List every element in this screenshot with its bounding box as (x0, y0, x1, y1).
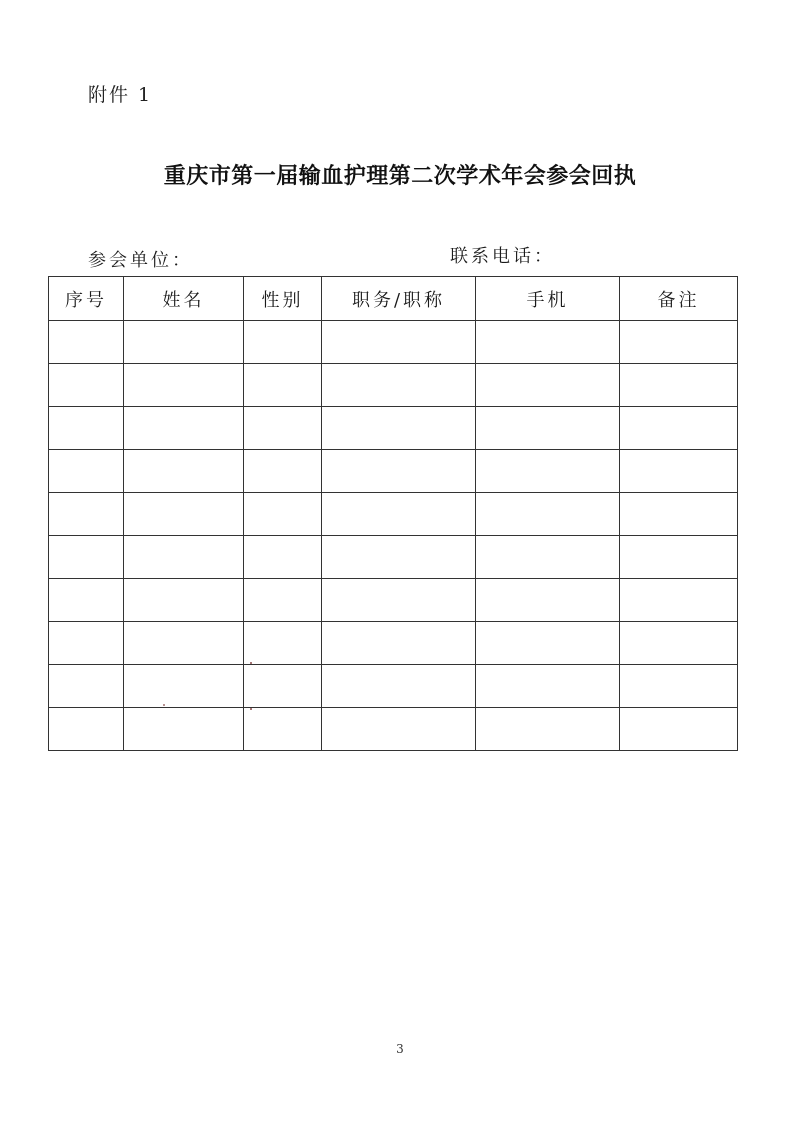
table-cell[interactable] (322, 622, 476, 665)
table-cell[interactable] (124, 622, 244, 665)
table-cell[interactable] (49, 321, 124, 364)
table-cell[interactable] (476, 622, 620, 665)
table-cell[interactable] (476, 364, 620, 407)
table-cell[interactable] (49, 364, 124, 407)
table-cell[interactable] (49, 450, 124, 493)
table-cell[interactable] (476, 536, 620, 579)
page-number: 3 (396, 1042, 404, 1056)
table-cell[interactable] (322, 364, 476, 407)
table-cell[interactable] (476, 321, 620, 364)
table-header-row (49, 277, 738, 321)
table-cell[interactable] (124, 450, 244, 493)
table-cell[interactable] (124, 536, 244, 579)
table-cell[interactable] (244, 450, 322, 493)
table-row (49, 622, 738, 665)
table-cell[interactable] (49, 665, 124, 708)
table-cell[interactable] (322, 665, 476, 708)
table-cell[interactable] (244, 536, 322, 579)
table-cell[interactable] (476, 708, 620, 751)
column-header-index: 序号 (49, 277, 124, 321)
page-title: 重庆市第一届输血护理第二次学术年会参会回执 (163, 164, 637, 189)
paper-speck (250, 662, 252, 664)
table-cell[interactable] (322, 579, 476, 622)
table-cell[interactable] (476, 665, 620, 708)
table-cell[interactable] (124, 321, 244, 364)
table-body (49, 321, 738, 751)
column-header-position: 职务/职称 (322, 277, 476, 321)
table-cell[interactable] (620, 708, 738, 751)
table-cell[interactable] (476, 407, 620, 450)
column-header-name: 姓名 (124, 277, 244, 321)
table-cell[interactable] (476, 579, 620, 622)
table-row (49, 493, 738, 536)
table-cell[interactable] (322, 708, 476, 751)
table-cell[interactable] (620, 579, 738, 622)
table-cell[interactable] (124, 493, 244, 536)
table-cell[interactable] (49, 622, 124, 665)
table-cell[interactable] (620, 536, 738, 579)
table-cell[interactable] (124, 665, 244, 708)
table-row (49, 708, 738, 751)
table-cell[interactable] (620, 407, 738, 450)
table-cell[interactable] (124, 407, 244, 450)
registration-table (48, 276, 738, 751)
paper-speck (163, 704, 165, 706)
table-cell[interactable] (49, 536, 124, 579)
table-cell[interactable] (244, 579, 322, 622)
table-row (49, 536, 738, 579)
table-cell[interactable] (322, 321, 476, 364)
table-cell[interactable] (620, 622, 738, 665)
table-cell[interactable] (244, 407, 322, 450)
table-cell[interactable] (244, 493, 322, 536)
table-cell[interactable] (244, 708, 322, 751)
column-header-mobile: 手机 (476, 277, 620, 321)
table-cell[interactable] (476, 493, 620, 536)
phone-field-label: 联系电话： (450, 246, 555, 267)
table-cell[interactable] (322, 407, 476, 450)
table-row (49, 579, 738, 622)
table-cell[interactable] (620, 665, 738, 708)
table-cell[interactable] (124, 708, 244, 751)
table-cell[interactable] (244, 622, 322, 665)
table-cell[interactable] (476, 450, 620, 493)
table-row (49, 321, 738, 364)
table-cell[interactable] (620, 321, 738, 364)
column-header-remarks: 备注 (620, 277, 738, 321)
table-cell[interactable] (620, 364, 738, 407)
table-cell[interactable] (322, 493, 476, 536)
table-cell[interactable] (244, 321, 322, 364)
table-cell[interactable] (244, 364, 322, 407)
table-cell[interactable] (322, 450, 476, 493)
table-cell[interactable] (244, 665, 322, 708)
paper-speck (250, 708, 252, 710)
table-cell[interactable] (124, 364, 244, 407)
unit-field-label: 参会单位： (88, 250, 193, 271)
table-row (49, 450, 738, 493)
attachment-label: 附件 1 (88, 84, 153, 106)
table-cell[interactable] (49, 493, 124, 536)
table-cell[interactable] (49, 579, 124, 622)
table-row (49, 407, 738, 450)
table-cell[interactable] (49, 407, 124, 450)
table-cell[interactable] (620, 493, 738, 536)
table-cell[interactable] (49, 708, 124, 751)
table-row (49, 665, 738, 708)
table-cell[interactable] (124, 579, 244, 622)
table-cell[interactable] (322, 536, 476, 579)
table-row (49, 364, 738, 407)
table-cell[interactable] (620, 450, 738, 493)
column-header-gender: 性别 (244, 277, 322, 321)
